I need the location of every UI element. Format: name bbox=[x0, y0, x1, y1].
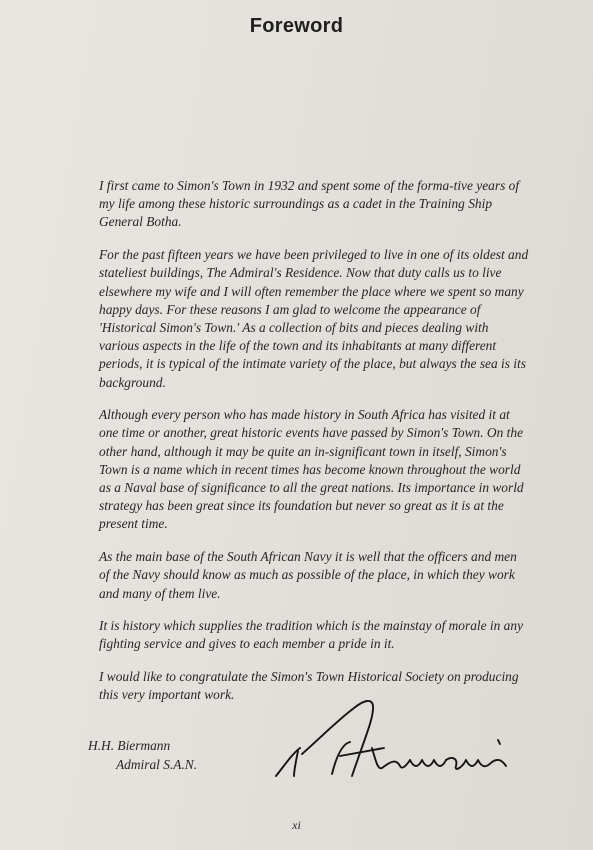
paragraph-6: I would like to congratulate the Simon's Town Historical Society on producing this very important work. bbox=[99, 669, 519, 703]
page-title: Foreword bbox=[249, 15, 344, 37]
paragraph-4: As the main base of the South African Navy it is well that the officers and men of the Navy should know as much as possible of the place, in which they work and many of them live. bbox=[99, 549, 517, 601]
foreword-body bbox=[99, 177, 529, 719]
paragraph-2: For the past fifteen years we have been privileged to live in one of its oldest and stateliest buildings, The Admiral's Residence. Now that duty calls us to live elsewhere my wife and I will often remember the place where we spent so many happy days. For these reasons I am glad to welcome the appearance of 'Historical Simon's Town.' As a collection of bits and pieces dealing with various aspects in the life of the town and its inhabitants at many different periods, it is typical of the intimate variety of the place, but always the sea is its background. bbox=[99, 247, 529, 390]
page-number: xi bbox=[292, 818, 301, 832]
handwritten-signature bbox=[272, 696, 512, 788]
signatory-name: H.H. Biermann bbox=[88, 738, 171, 753]
signatory-title: Admiral S.A.N. bbox=[116, 757, 198, 772]
paragraph-3: Although every person who has made history in South Africa has visited it at one time or another, great historic events have passed by Simon's Town. On the other hand, although it may be quite an in-significant town in itself, Simon's Town is a name which in recent times has become known throughout the world as a Naval base of significance to all the great nations. Its importance in world strategy has been great since its foundation but never so great as it is at the present time. bbox=[99, 407, 524, 532]
paragraph-1: I first came to Simon's Town in 1932 and spent some of the forma-tive years of my life among these historic surroundings as a cadet in the Training Ship General Botha. bbox=[99, 178, 520, 230]
paragraph-5: It is history which supplies the tradition which is the mainstay of morale in any fighting service and gives to each member a pride in it. bbox=[99, 618, 524, 652]
